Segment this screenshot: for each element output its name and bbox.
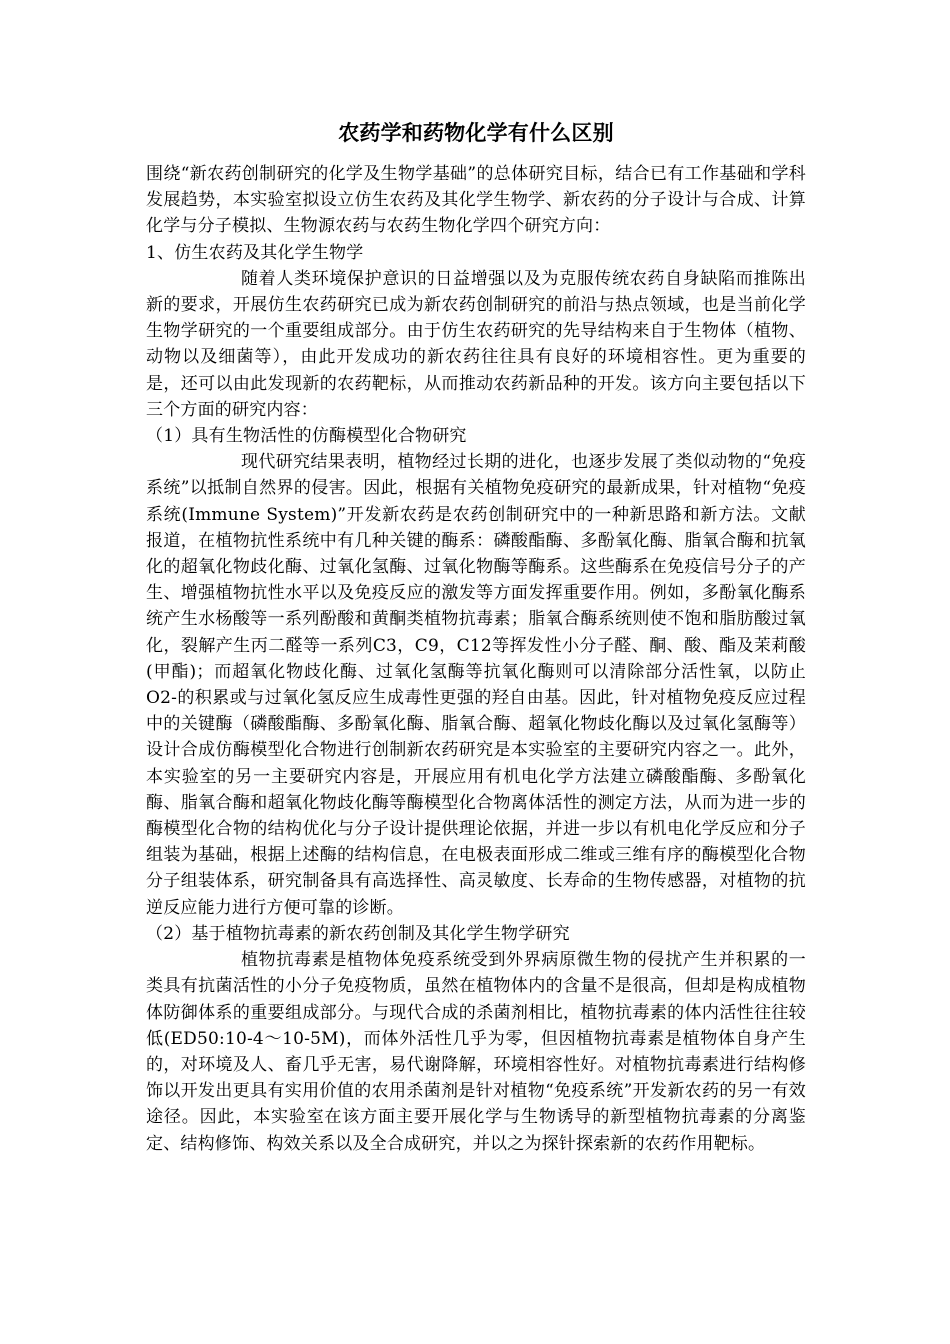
subsection-heading-2: （2）基于植物抗毒素的新农药创制及其化学生物学研究 [146,923,570,944]
subsection-paragraph-1: 现代研究结果表明，植物经过长期的进化，也逐步发展了类似动物的“免疫系统”以抵制自然界的侵害。因此，根据有关植物免疫研究的最新成果，针对植物“免疫系统(Immune System)”开发新农药是农药创制研究中的一种新思路和新方法。文献报道，在植物抗性系统中有几种关键的酶系：磷酸酯酶、多酚氧化酶、脂氧合酶和抗氧化的超氧化物歧化酶、过氧化氢酶、过氧化物酶等酶系。这些酶系在免疫信号分子的产生、增强植物抗性水平以及免疫反应的激发等方面发挥重要作用。例如，多酚氧化酶系统产生水杨酸等一系列酚酸和黄酮类植物抗毒素；脂氧合酶系统则使不饱和脂肪酸过氧化，裂解产生丙二醛等一系列C3，C9，C12等挥发性小分子醛、酮、酸、酯及茉莉酸(甲酯)；而超氧化物歧化酶、过氧化氢酶等抗氧化酶则可以清除部分活性氧，以防止O2-的积累或与过氧化氢反应生成毒性更强的羟自由基。因此，针对植物免疫反应过程中的关键酶（磷酸酯酶、多酚氧化酶、脂氧合酶、超氧化物歧化酶以及过氧化氢酶等）设计合成仿酶模型化合物进行创制新农药研究是本实验室的主要研究内容之一。此外，本实验室的另一主要研究内容是，开展应用有机电化学方法建立磷酸酯酶、多酚氧化酶、脂氧合酶和超氧化物歧化酶等酶模型化合物离体活性的测定方法，从而为进一步的酶模型化合物的结构优化与分子设计提供理论依据，并进一步以有机电化学反应和分子组装为基础，根据上述酶的结构信息，在电极表面形成二维或三维有序的酶模型化合物分子组装体系，研究制备具有高选择性、高灵敏度、长寿命的生物传感器，对植物的抗逆反应能力进行方便可靠的诊断。 [146,452,806,918]
intro-paragraph: 围绕“新农药创制研究的化学及生物学基础”的总体研究目标，结合已有工作基础和学科发展趋势，本实验室拟设立仿生农药及其化学生物学、新农药的分子设计与合成、计算化学与分子模拟、生物源农药与农药生物化学四个研究方向： [146,164,806,237]
subsection-heading-1: （1）具有生物活性的仿酶模型化合物研究 [146,426,467,447]
document-body [146,118,806,1157]
section-paragraph: 随着人类环境保护意识的日益增强以及为克服传统农药自身缺陷而推陈出新的要求，开展仿生农药研究已成为新农药创制研究的前沿与热点领域，也是当前化学生物学研究的一个重要组成部分。由于仿生农药研究的先导结构来自于生物体（植物、动物以及细菌等），由此开发成功的新农药往往具有良好的环境相容性。更为重要的是，还可以由此发现新的农药靶标，从而推动农药新品种的开发。该方向主要包括以下三个方面的研究内容： [146,268,806,420]
section-heading: 1、仿生农药及其化学生物学 [146,242,364,263]
subsection-paragraph-2: 植物抗毒素是植物体免疫系统受到外界病原微生物的侵扰产生并积累的一类具有抗菌活性的小分子免疫物质，虽然在植物体内的含量不是很高，但却是构成植物体防御体系的重要组成部分。与现代合成的杀菌剂相比，植物抗毒素的体内活性往往较低(ED50:10-4～10-5M)，而体外活性几乎为零，但因植物抗毒素是植物体自身产生的，对环境及人、畜几乎无害，易代谢降解，环境相容性好。对植物抗毒素进行结构修饰以开发出更具有实用价值的农用杀菌剂是针对植物“免疫系统”开发新农药的另一有效途径。因此，本实验室在该方面主要开展化学与生物诱导的新型植物抗毒素的分离鉴定、结构修饰、构效关系以及全合成研究，并以之为探针探索新的农药作用靶标。 [146,950,806,1154]
document-title: 农药学和药物化学有什么区别 [338,120,614,145]
